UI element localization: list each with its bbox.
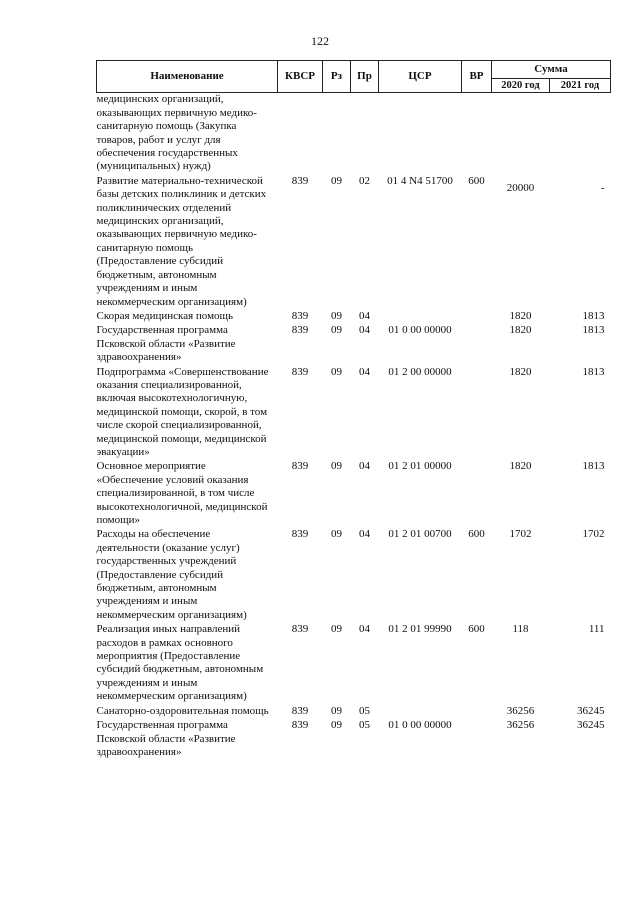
row-kvsr: 839 (291, 528, 309, 541)
row-name: Санаторно-оздоровительная помощь (96, 704, 269, 717)
row-kvsr: 839 (291, 704, 309, 717)
row-sum-2021: 1813 (582, 460, 605, 473)
row-kvsr: 839 (291, 460, 309, 473)
row-pr: 04 (359, 365, 370, 378)
row-csr: 01 2 00 00000 (388, 365, 452, 378)
row-pr: 04 (359, 324, 370, 337)
row-sum-2020: 118 (512, 623, 529, 636)
row-sum-2021: 1813 (582, 309, 605, 322)
row-vr (462, 93, 492, 175)
row-csr: 01 2 01 00700 (388, 528, 452, 541)
header-name: Наименование (97, 61, 278, 93)
row-rz: 09 (331, 719, 342, 732)
row-sum-2021: 1813 (582, 324, 605, 337)
row-csr: 01 0 00 00000 (388, 719, 452, 732)
header-rz: Рз (323, 61, 351, 93)
row-sum-2020: 1820 (509, 309, 532, 322)
table-row (97, 175, 611, 310)
row-rz: 09 (331, 324, 342, 337)
row-sum-2021: 1702 (582, 528, 605, 541)
row-kvsr: 839 (291, 365, 309, 378)
table-row (97, 460, 611, 528)
row-sum-2021 (550, 93, 611, 175)
row-name: Скорая медицинская помощь (96, 309, 234, 322)
table-row (97, 310, 611, 324)
row-sum-2020: 1820 (509, 460, 532, 473)
row-sum-2020: 36256 (506, 719, 535, 732)
row-kvsr: 839 (291, 174, 309, 187)
row-pr: 05 (359, 719, 370, 732)
row-sum-2020: 20000 (506, 181, 535, 194)
header-pr: Пр (351, 61, 379, 93)
header-sum: Сумма (492, 61, 611, 79)
page-number: 122 (311, 34, 329, 48)
table-row (97, 528, 611, 623)
row-csr (379, 705, 462, 719)
row-csr: 01 4 N4 51700 (387, 174, 453, 187)
row-vr: 600 (468, 623, 485, 636)
table-row (97, 623, 611, 704)
row-sum-2020: 1702 (509, 528, 532, 541)
row-rz: 09 (331, 528, 342, 541)
row-vr (462, 366, 492, 461)
row-rz: 09 (331, 365, 342, 378)
table-header (97, 61, 611, 93)
row-kvsr: 839 (291, 719, 309, 732)
row-rz (323, 93, 351, 175)
row-csr: 01 0 00 00000 (388, 324, 452, 337)
row-vr (462, 719, 492, 760)
row-sum-2021: 1813 (582, 365, 605, 378)
row-name: медицинских организаций, оказывающих первичную медико-санитарную помощь (Закупка товаров, работ и услуг для обеспечения государственных (муниципальных) нужд) (96, 93, 257, 173)
row-vr: 600 (468, 528, 485, 541)
row-sum-2020: 1820 (509, 365, 532, 378)
row-name: Развитие материально-технической базы детских поликлиник и детских поликлинических отделений медицинских организаций, оказывающих первичную медико-санитарную помощь (Предоставление субсидий бюджетным, автономным учреждениям и иным некоммерческим организациям) (96, 174, 267, 308)
row-pr: 04 (359, 460, 370, 473)
header-kvsr: КВСР (278, 61, 323, 93)
row-rz: 09 (331, 623, 342, 636)
row-name: Расходы на обеспечение деятельности (оказание услуг) государственных учреждений (Предоставление субсидий бюджетным, автономным учреждениям и иным некоммерческим организациям) (96, 528, 247, 621)
row-vr (462, 310, 492, 324)
row-rz: 09 (331, 309, 342, 322)
row-pr: 04 (359, 623, 370, 636)
row-vr: 600 (468, 174, 485, 187)
row-name: Государственная программа Псковской области «Развитие здравоохранения» (96, 719, 236, 758)
row-rz: 09 (331, 460, 342, 473)
row-kvsr (278, 93, 323, 175)
row-kvsr: 839 (291, 324, 309, 337)
row-vr (462, 705, 492, 719)
row-pr: 04 (359, 309, 370, 322)
row-name: Государственная программа Псковской области «Развитие здравоохранения» (96, 324, 236, 364)
row-name: Подпрограмма «Совершенствование оказания специализированной, включая высокотехнологичную, медицинской помощи, скорой, в том числе скорой специализированной, медицинской помощи, медицинской эвакуации» (96, 365, 269, 458)
row-rz: 09 (331, 704, 342, 717)
row-csr (379, 93, 462, 175)
row-sum-2020: 1820 (509, 324, 532, 337)
table-row (97, 719, 611, 760)
table-row (97, 705, 611, 719)
row-vr (462, 460, 492, 528)
row-vr (462, 324, 492, 365)
header-year-2020: 2020 год (492, 79, 550, 93)
table-row (97, 93, 611, 175)
budget-table (96, 60, 611, 760)
row-sum-2020: 36256 (506, 704, 535, 717)
row-sum-2020 (492, 93, 550, 175)
header-year-2021: 2021 год (550, 79, 611, 93)
row-kvsr: 839 (291, 309, 309, 322)
row-sum-2021: - (600, 181, 605, 194)
row-pr: 04 (359, 528, 370, 541)
row-name: Реализация иных направлений расходов в рамках основного мероприятия (Предоставление субсидий бюджетным, автономным учреждениям и иным некоммерческим организациям) (96, 623, 264, 703)
row-sum-2021: 36245 (577, 704, 605, 717)
row-pr: 05 (359, 704, 370, 717)
row-csr (379, 310, 462, 324)
row-csr: 01 2 01 00000 (388, 460, 452, 473)
header-vr: ВР (462, 61, 492, 93)
row-pr (351, 93, 379, 175)
row-csr: 01 2 01 99990 (388, 623, 452, 636)
header-csr: ЦСР (379, 61, 462, 93)
row-sum-2021: 36245 (577, 719, 605, 732)
row-sum-2021: 111 (588, 623, 605, 636)
row-kvsr: 839 (291, 623, 309, 636)
table-row (97, 366, 611, 461)
table-body (97, 93, 611, 760)
table-row (97, 324, 611, 365)
row-rz: 09 (331, 174, 342, 187)
row-name: Основное мероприятие «Обеспечение условий оказания специализированной, в том числе высокотехнологичной, медицинской помощи» (96, 460, 268, 526)
row-pr: 02 (359, 174, 370, 187)
